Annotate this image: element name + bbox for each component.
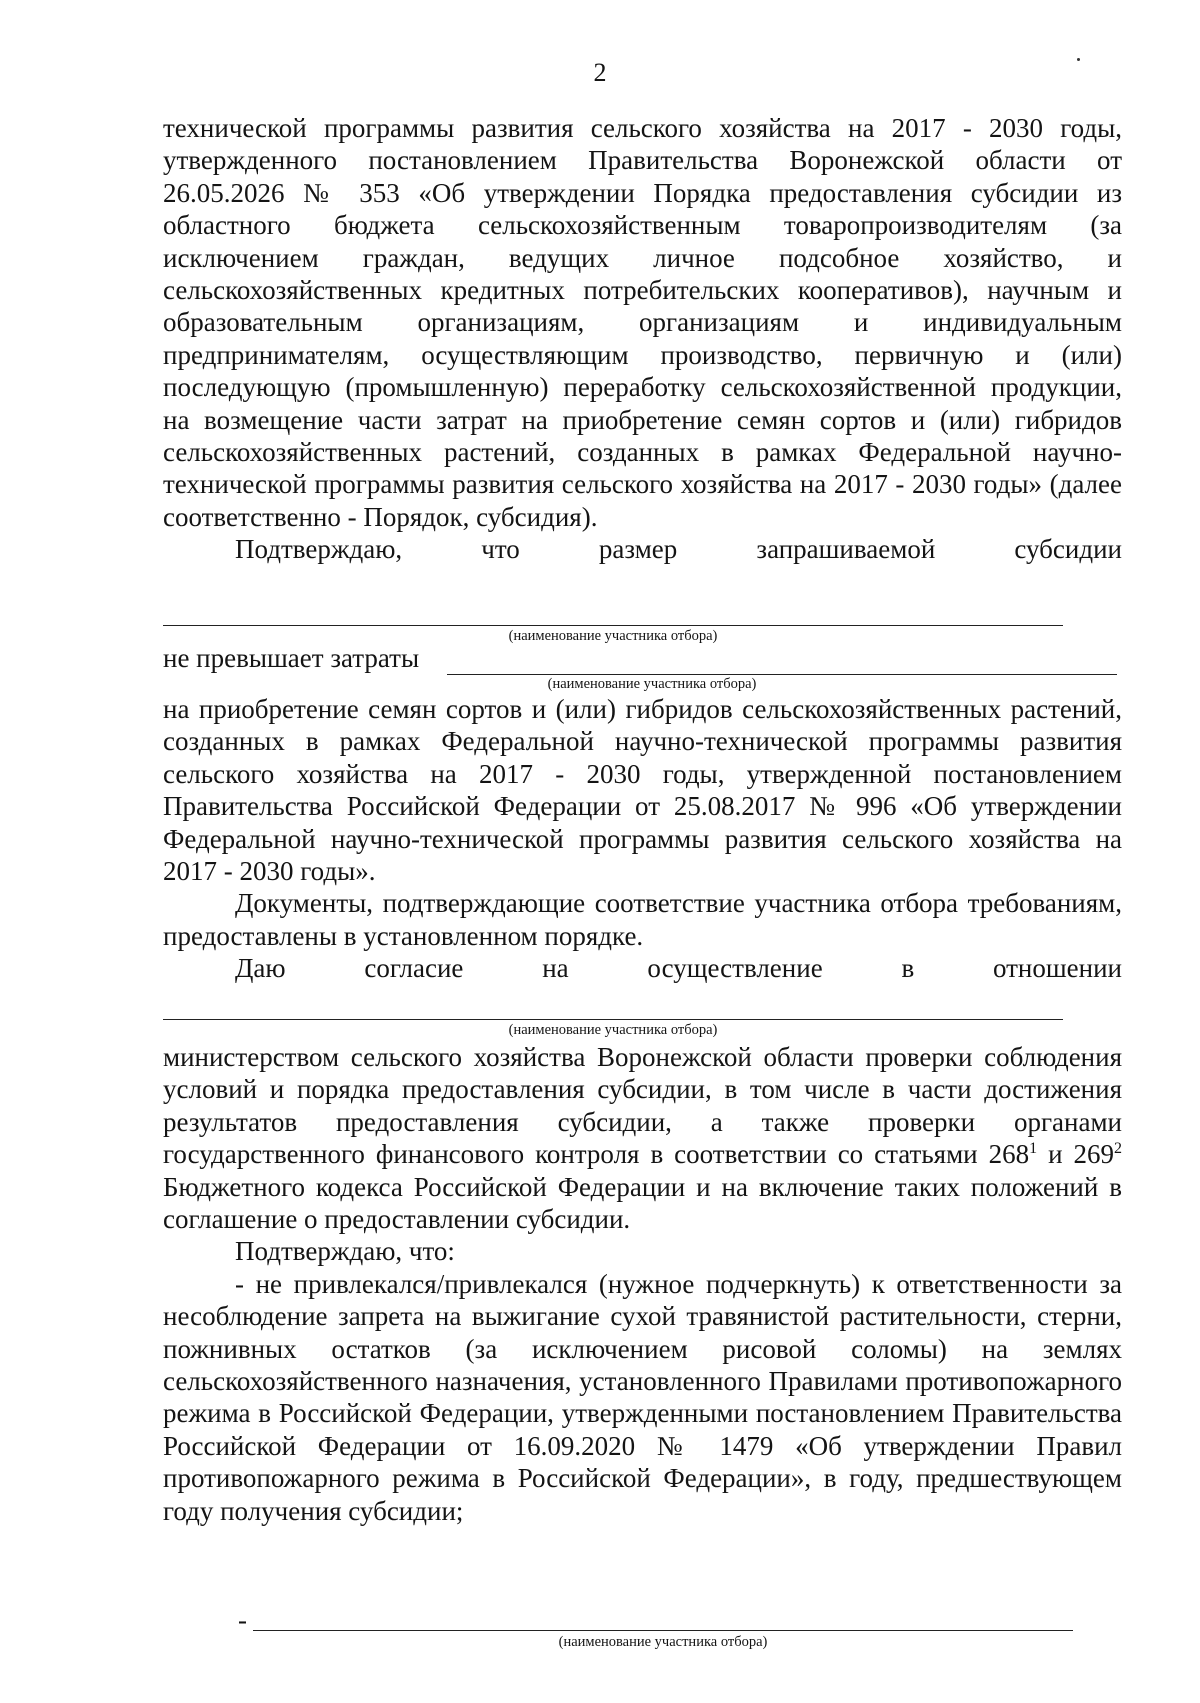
participant-caption-4: (наименование участника отбора) — [558, 1634, 768, 1650]
inspection-text-c: Бюджетного кодекса Российской Федерации и на включение таких положений в соглашение о предоставлении субсидии. — [163, 1171, 1122, 1235]
participant-name-blank-2[interactable] — [447, 674, 1117, 675]
final-dash: - — [238, 1605, 247, 1635]
superscript-1: 1 — [1029, 1140, 1038, 1158]
inspection-text-a: министерством сельского хозяйства Воронежской области проверки соблюдения условий и порядка предоставления субсидии, в том числе в части достижения результатов предоставления субсидии, а также проверки органами государственного финансового контроля в соответствии со статьями 268 — [163, 1042, 1122, 1170]
participant-caption-2: (наименование участника отбора) — [547, 676, 757, 692]
participant-caption-3: (наименование участника отбора) — [508, 1022, 718, 1038]
paragraph-confirm-that: Подтверждаю, что: — [235, 1236, 455, 1267]
paragraph-fire-regime: - не привлекался/привлекался (нужное подчеркнуть) к ответственности за несоблюдение запрета на выжигание сухой травянистой растительности, стерни, пожнивных остатков (за исключением рисовой соломы) на землях сельскохозяйственного назначения, установленного Правилами противопожарного режима в Российской Федерации, утвержденными постановлением Правительства Российской Федерации от 16.09.2020 № 1479 «Об утверждении Правил противопожарного режима в Российской Федерации», в году, предшествующем году получения субсидии; — [163, 1268, 1122, 1526]
participant-name-blank-4[interactable] — [253, 1630, 1073, 1631]
participant-caption-1: (наименование участника отбора) — [508, 628, 718, 644]
inspection-block — [163, 1041, 1122, 1527]
inspection-text-b: и 269 — [1037, 1139, 1114, 1170]
superscript-2: 2 — [1114, 1140, 1122, 1158]
scan-dot — [1077, 58, 1080, 61]
participant-name-blank-1[interactable] — [163, 625, 1063, 626]
paragraph-inspection — [163, 1041, 1122, 1235]
costs-label: не превышает затраты — [163, 643, 420, 673]
page-number: 2 — [593, 58, 607, 87]
intro-block — [163, 112, 1122, 566]
participant-name-blank-3[interactable] — [163, 1019, 1063, 1020]
paragraph-program-reference: технической программы развития сельского хозяйства на 2017 - 2030 годы, утвержденного постановлением Правительства Воронежской области от 26.05.2026 № 353 «Об утверждении Порядка предоставления субсидии из областного бюджета сельскохозяйственным товаропроизводителям (за исключением граждан, ведущих личное подсобное хозяйство, и сельскохозяйственных кредитных потребительских кооперативов), научным и образовательным организациям, организациям и индивидуальным предпринимателям, осуществляющим производство, первичную и (или) последующую (промышленную) переработку сельскохозяйственной продукции, на возмещение части затрат на приобретение семян сортов и (или) гибридов сельскохозяйственных растений, созданных в рамках Федеральной научно-технической программы развития сельского хозяйства на 2017 - 2030 годы» (далее соответственно - Порядок, субсидия). — [163, 113, 1122, 532]
paragraph-confirm-subsidy: Подтверждаю, что размер запрашиваемой субсидии — [235, 534, 1122, 565]
seeds-block — [163, 693, 1122, 985]
paragraph-consent: Даю согласие на осуществление в отношении — [235, 953, 1122, 984]
paragraph-documents: Документы, подтверждающие соответствие участника отбора требованиям, предоставлены в установленном порядке. — [163, 888, 1122, 951]
paragraph-seed-costs: на приобретение семян сортов и (или) гибридов сельскохозяйственных растений, созданных в рамках Федеральной научно-технической программы развития сельского хозяйства на 2017 - 2030 годы, утвержденной постановлением Правительства Российской Федерации от 25.08.2017 № 996 «Об утверждении Федеральной научно-технической программы развития сельского хозяйства на 2017 - 2030 годы». — [163, 694, 1122, 887]
